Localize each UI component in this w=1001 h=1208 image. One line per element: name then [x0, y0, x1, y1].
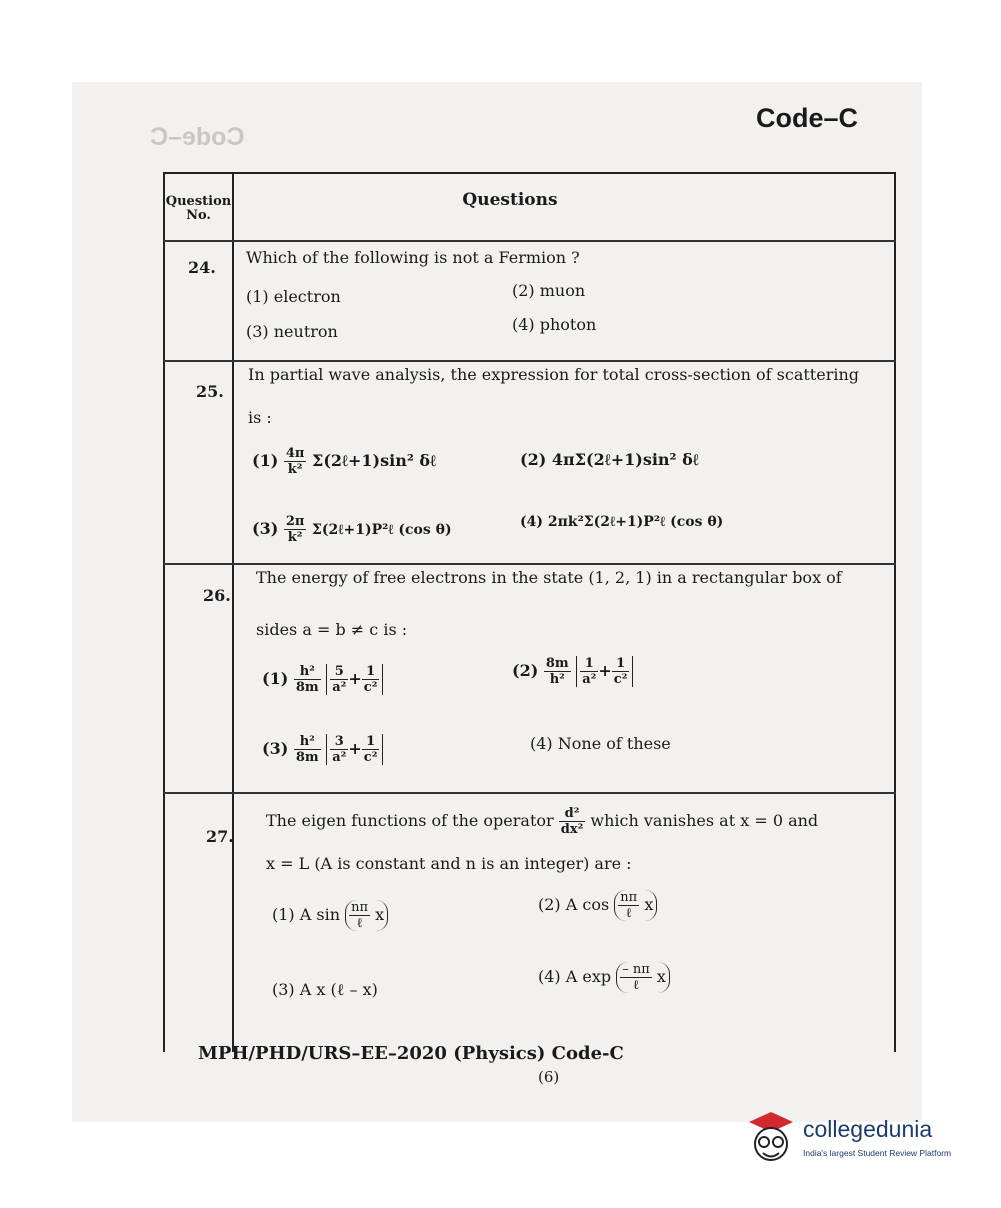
logo-tagline: India's largest Student Review Platform	[803, 1148, 952, 1158]
numerator: 3	[330, 734, 348, 750]
option-text: (2) A cos	[538, 895, 610, 914]
option-text: (4) A exp	[538, 967, 612, 986]
option-2	[520, 450, 699, 470]
fraction	[580, 656, 598, 687]
option-label: (3)	[252, 519, 279, 538]
numerator: 4π	[285, 446, 305, 461]
paper-code: Code–C	[756, 103, 859, 133]
numerator: 5	[330, 664, 348, 680]
expression: 2πk²Σ(2ℓ+1)P²ℓ (cos θ)	[547, 514, 724, 530]
question-text: In partial wave analysis, the expression for total cross-section of scattering	[248, 365, 860, 384]
denominator: 8m	[295, 680, 319, 695]
numerator: 1	[362, 664, 380, 680]
fraction	[284, 446, 307, 477]
option-3: (3) neutron	[246, 322, 338, 341]
question-text-cont: is :	[248, 408, 272, 427]
numerator: nπ	[620, 890, 638, 905]
column-divider	[232, 172, 234, 1052]
operator-fraction	[559, 806, 586, 837]
variable: x	[644, 895, 654, 914]
collegedunia-logo	[745, 1108, 975, 1168]
paper-footer-title: MPH/PHD/URS–EE–2020 (Physics) Code-C	[198, 1043, 624, 1064]
numerator: 1	[580, 656, 598, 672]
fraction	[620, 962, 652, 993]
question-text	[266, 806, 818, 837]
option-1	[262, 664, 383, 695]
option-4	[538, 962, 670, 993]
denominator: c²	[613, 672, 628, 687]
fraction	[330, 734, 348, 765]
paren	[345, 900, 388, 931]
option-3	[252, 514, 452, 545]
option-3: (3) A x (ℓ – x)	[272, 980, 378, 999]
question-text: The energy of free electrons in the state (1, 2, 1) in a rectangular box of	[256, 568, 842, 587]
option-3	[262, 734, 383, 765]
expression: Σ(2ℓ+1)sin² δℓ	[312, 451, 437, 470]
numerator: 1	[362, 734, 380, 750]
questions-header: Questions	[462, 190, 558, 210]
fraction	[330, 664, 348, 695]
option-2	[512, 656, 633, 687]
row-divider	[163, 360, 896, 362]
denominator: ℓ	[625, 906, 632, 921]
option-label: (2)	[520, 450, 547, 469]
logo-wordmark: collegedunia	[803, 1116, 933, 1142]
square-bracket: $\frac{3}{\text{a²}}$ + $\frac{1}{\text{c²}}$	[326, 734, 383, 765]
numerator: 1	[612, 656, 630, 672]
fraction	[284, 514, 307, 545]
option-2: (2) muon	[512, 281, 586, 300]
expression: Σ(2ℓ+1)P²ℓ (cos θ)	[312, 522, 452, 538]
fraction	[362, 664, 380, 695]
numerator: 2π	[285, 514, 305, 529]
option-1	[252, 446, 436, 477]
denominator: a²	[582, 672, 597, 687]
denominator: k²	[287, 462, 303, 477]
numerator: h²	[294, 734, 321, 750]
question-text-cont: x = L (A is constant and n is an integer) are :	[266, 854, 632, 873]
numerator: nπ	[351, 900, 369, 915]
denominator: c²	[363, 680, 378, 695]
denominator: a²	[332, 680, 347, 695]
question-text-part: which vanishes at x = 0 and	[590, 811, 819, 830]
row-divider	[163, 563, 896, 565]
fraction	[618, 890, 639, 921]
paren	[616, 962, 670, 993]
option-label: (2)	[512, 661, 539, 680]
numerator: h²	[294, 664, 321, 680]
denominator: ℓ	[356, 916, 363, 931]
denominator: h²	[549, 672, 565, 687]
numerator: – nπ	[622, 962, 650, 977]
option-label: (3)	[262, 739, 289, 758]
variable: x	[656, 967, 666, 986]
fraction	[294, 734, 321, 765]
question-text-cont: sides a = b ≠ c is :	[256, 620, 408, 639]
expression: 4πΣ(2ℓ+1)sin² δℓ	[551, 450, 699, 469]
denominator: ℓ	[632, 978, 640, 993]
graduate-mascot-icon	[745, 1108, 797, 1168]
denominator: c²	[363, 750, 378, 765]
numerator: d²	[559, 806, 586, 822]
option-1: (1) electron	[246, 287, 341, 306]
option-label: (4)	[520, 514, 543, 530]
option-4: (4) None of these	[530, 734, 671, 753]
fraction	[612, 656, 630, 687]
page-number: (6)	[538, 1068, 560, 1086]
denominator: dx²	[560, 822, 584, 837]
option-label: (1)	[252, 451, 279, 470]
fraction	[294, 664, 321, 695]
option-4	[520, 514, 723, 531]
variable: x	[375, 905, 385, 924]
question-number: 27.	[206, 827, 234, 846]
option-label: (1)	[262, 669, 289, 688]
option-text: (1) A sin	[272, 905, 341, 924]
question-number: 26.	[203, 586, 231, 605]
bleed-through-code: Code–C	[150, 123, 245, 151]
fraction	[362, 734, 380, 765]
option-4: (4) photon	[512, 315, 597, 334]
row-divider	[163, 792, 896, 794]
header-divider	[163, 240, 896, 242]
square-bracket: $\frac{5}{\text{a²}}$ + $\frac{1}{\text{c²}}$	[326, 664, 383, 695]
question-number: 25.	[196, 382, 224, 401]
question-number-header: Question No.	[165, 194, 232, 223]
option-2	[538, 890, 657, 921]
question-number: 24.	[188, 258, 216, 277]
numerator: 8m	[545, 656, 569, 671]
question-text: Which of the following is not a Fermion ?	[246, 248, 580, 267]
paren	[614, 890, 657, 921]
fraction	[349, 900, 370, 931]
option-1	[272, 900, 388, 931]
question-text-part: The eigen functions of the operator	[266, 811, 554, 830]
square-bracket: $\frac{1}{\text{a²}}$ + $\frac{1}{\text{c²}}$	[576, 656, 633, 687]
denominator: 8m	[295, 750, 319, 765]
fraction	[544, 656, 571, 687]
denominator: k²	[287, 530, 303, 545]
denominator: a²	[332, 750, 347, 765]
